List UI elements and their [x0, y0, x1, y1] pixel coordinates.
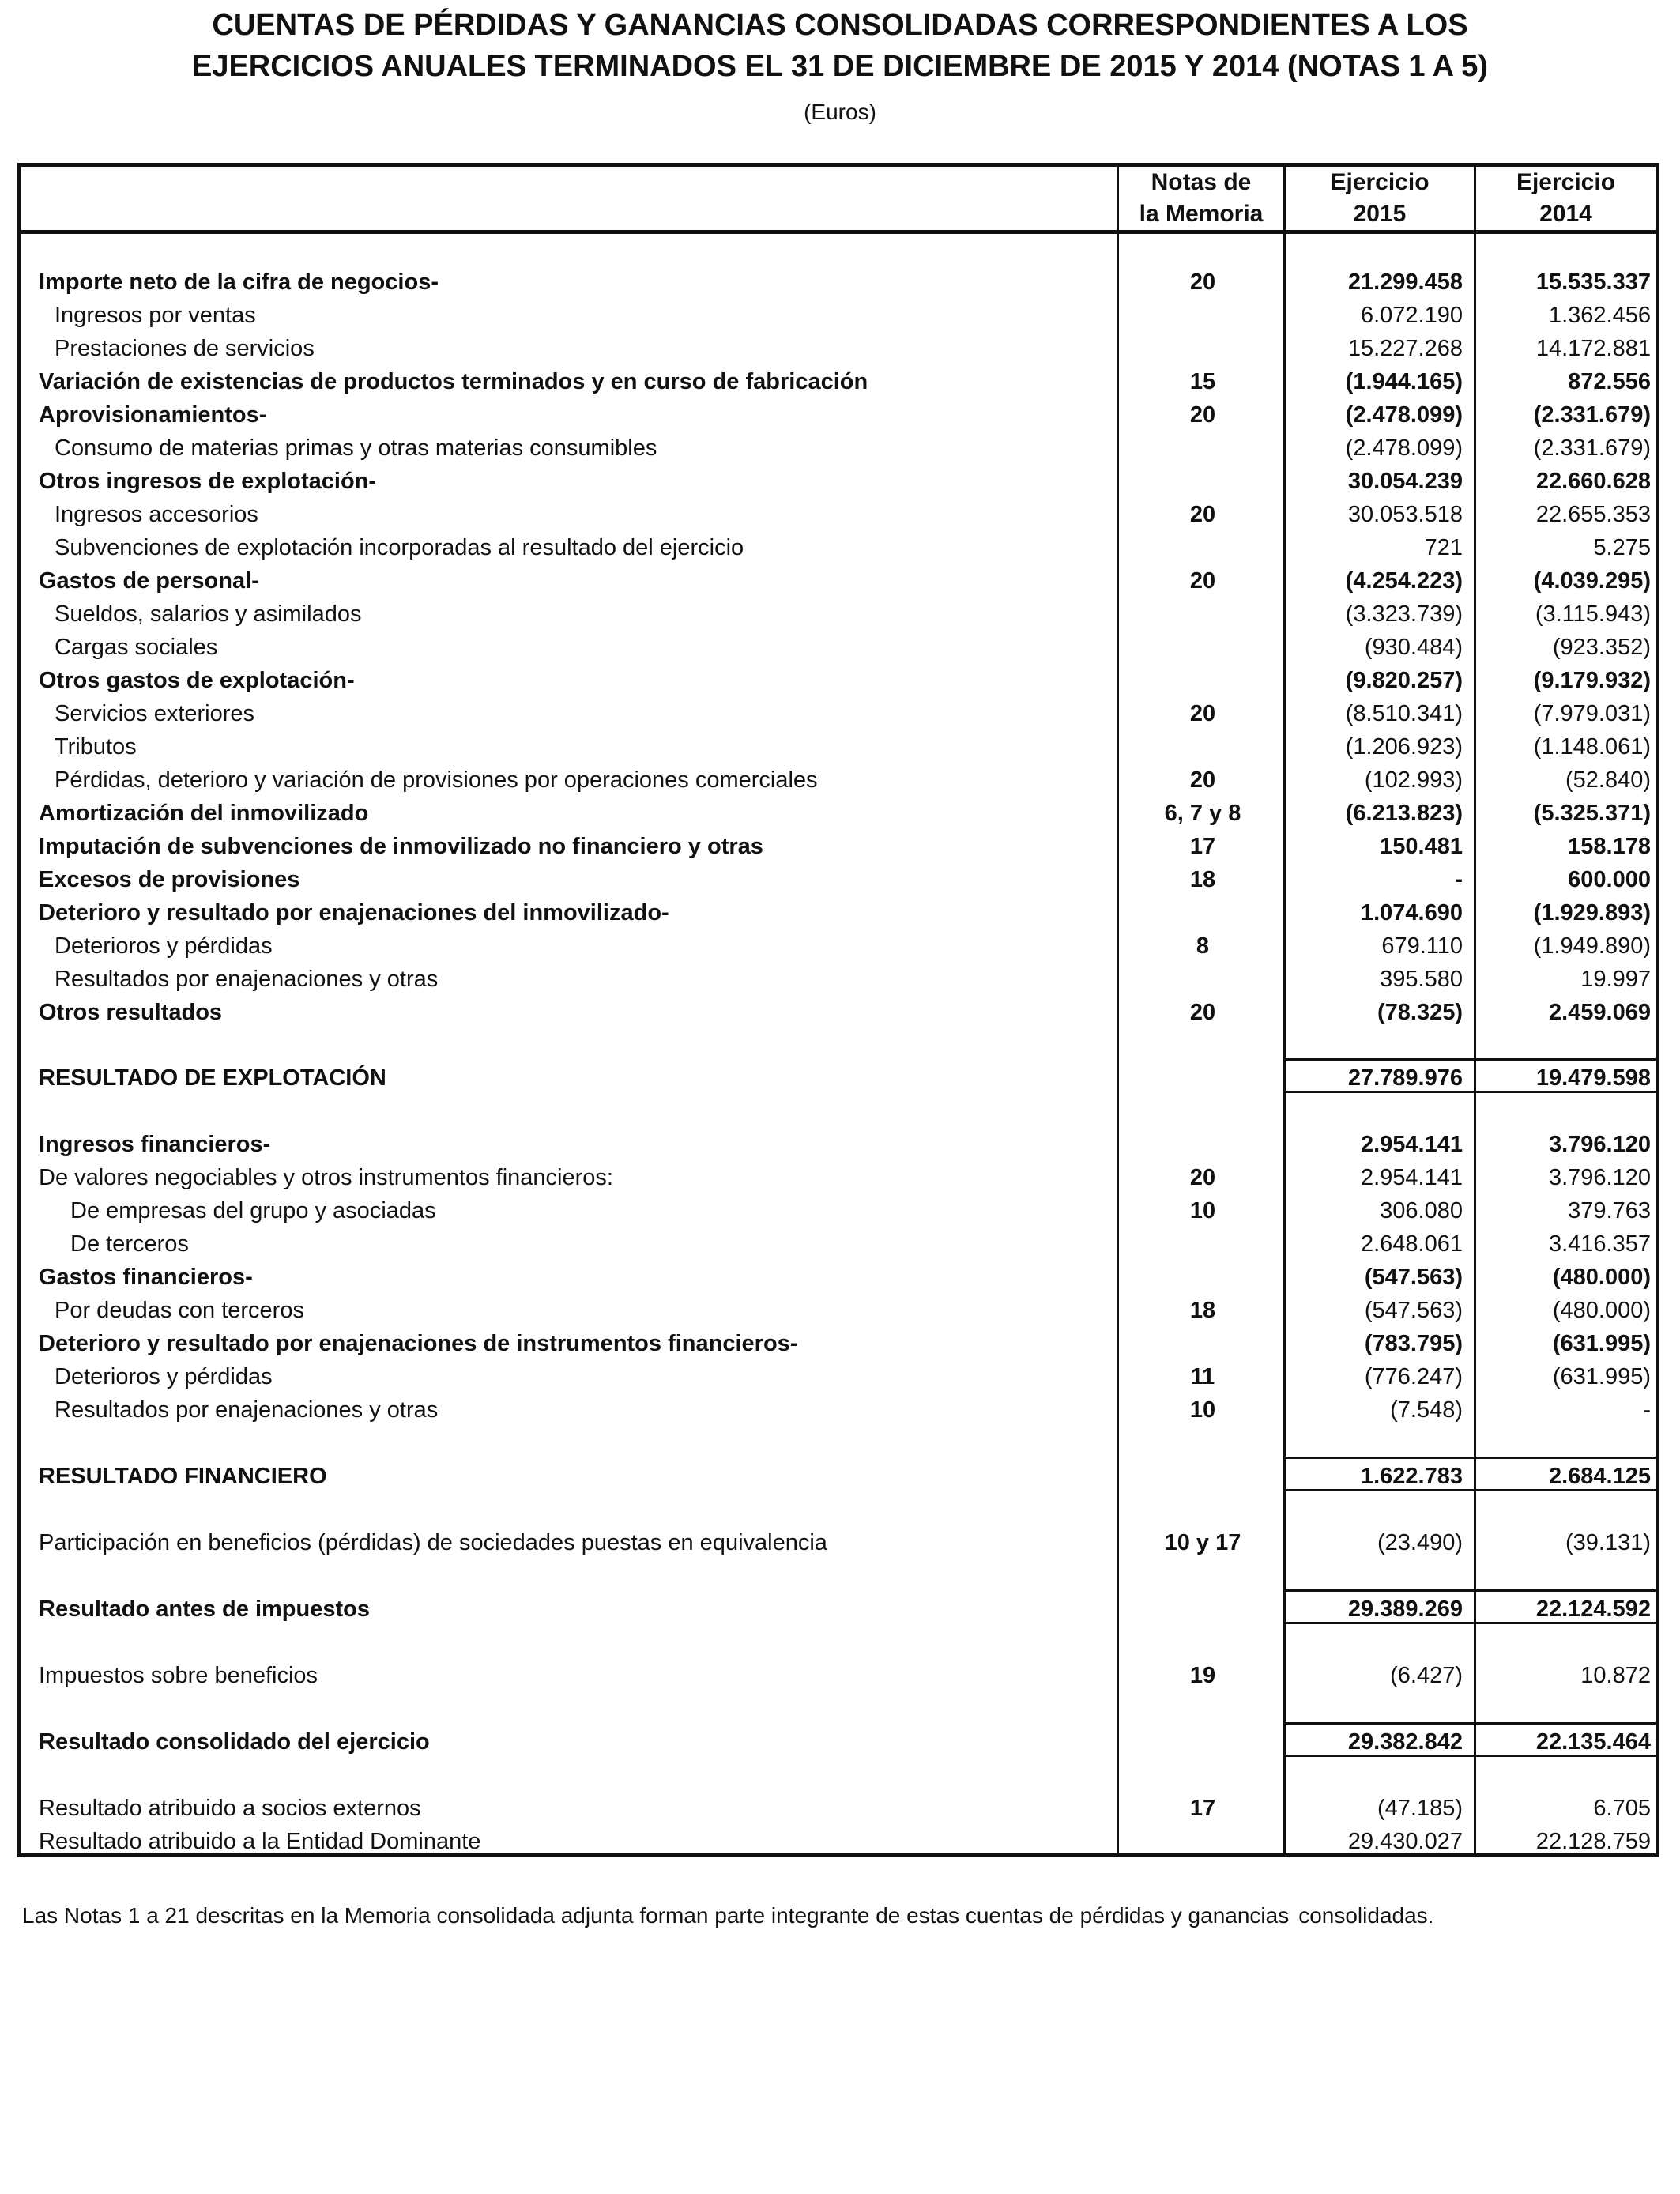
row-label: Consumo de materias primas y otras materias consumibles [55, 435, 657, 461]
row-label: Tributos [55, 734, 137, 760]
value-2014: 19.997 [1580, 967, 1651, 992]
table-row [21, 1161, 1656, 1194]
currency-label: (Euros) [804, 100, 876, 124]
table-row [21, 664, 1656, 697]
row-label: Deterioros y pérdidas [55, 933, 273, 959]
table-row [21, 531, 1656, 564]
value-2015: (6.213.823) [1345, 801, 1463, 826]
value-2015: (2.478.099) [1345, 402, 1463, 428]
value-2014: 872.556 [1568, 369, 1651, 394]
header-2015: Ejercicio 2015 [1330, 169, 1430, 227]
row-label: Ingresos accesorios [55, 502, 258, 527]
value-2015: 15.227.268 [1347, 336, 1463, 361]
table-row [21, 1294, 1656, 1327]
table-row [21, 299, 1656, 332]
value-2014: 600.000 [1568, 867, 1651, 892]
table-row [21, 1261, 1656, 1294]
value-2014: 379.763 [1568, 1198, 1651, 1223]
row-label: Cargas sociales [55, 635, 218, 660]
row-label: De terceros [70, 1231, 189, 1257]
value-2015: 27.789.976 [1347, 1065, 1463, 1091]
row-label: Resultado consolidado del ejercicio [39, 1729, 430, 1755]
row-note: 6, 7 y 8 [1164, 801, 1241, 826]
row-label: Resultados por enajenaciones y otras [55, 1397, 439, 1423]
table-row [21, 1460, 1656, 1493]
row-label: Por deudas con terceros [55, 1298, 304, 1323]
value-2014: 6.705 [1593, 1796, 1651, 1821]
value-2014: (480.000) [1552, 1265, 1651, 1290]
value-2014: (5.325.371) [1533, 801, 1651, 826]
table-row [21, 1061, 1656, 1095]
table-row [21, 763, 1656, 797]
value-2014: (9.179.932) [1533, 668, 1651, 693]
value-2014: (52.840) [1565, 767, 1651, 793]
row-label: Resultado atribuido a socios externos [39, 1796, 421, 1821]
value-2015: (102.993) [1364, 767, 1463, 793]
value-2015: (930.484) [1364, 635, 1463, 660]
value-2015: (8.510.341) [1345, 701, 1463, 726]
row-label: Ingresos por ventas [55, 303, 256, 328]
value-2014: (7.979.031) [1533, 701, 1651, 726]
value-2014: 3.416.357 [1548, 1231, 1651, 1257]
row-note: 20 [1189, 502, 1216, 527]
value-2014: 22.655.353 [1535, 502, 1651, 527]
table-row [21, 1360, 1656, 1393]
table-row [21, 1792, 1656, 1825]
table-row [21, 1725, 1656, 1759]
value-2014: 22.135.464 [1535, 1729, 1651, 1755]
value-2015: (9.820.257) [1345, 668, 1463, 693]
value-2014: 1.362.456 [1548, 303, 1651, 328]
value-2014: (2.331.679) [1533, 402, 1651, 428]
value-2015: (1.206.923) [1345, 734, 1463, 760]
row-note: 18 [1189, 867, 1216, 892]
row-label: Variación de existencias de productos terminados y en curso de fabricación [39, 369, 868, 394]
value-2014: (3.115.943) [1535, 601, 1651, 627]
value-2014: 5.275 [1593, 535, 1651, 560]
table-row [21, 266, 1656, 299]
value-2014: (1.949.890) [1533, 933, 1651, 959]
table-row [21, 1227, 1656, 1261]
value-2015: (47.185) [1377, 1796, 1463, 1821]
value-2015: 2.954.141 [1360, 1132, 1463, 1157]
row-label: De empresas del grupo y asociadas [70, 1198, 436, 1223]
value-2014: 22.660.628 [1535, 469, 1651, 494]
value-2014: 2.459.069 [1548, 1000, 1651, 1025]
value-2015: 29.389.269 [1347, 1596, 1463, 1622]
value-2014: (480.000) [1552, 1298, 1651, 1323]
value-2014: (631.995) [1552, 1331, 1651, 1356]
value-2014: 22.124.592 [1535, 1596, 1651, 1622]
row-label: Deterioro y resultado por enajenaciones del inmovilizado- [39, 900, 669, 925]
row-label: Otros resultados [39, 1000, 223, 1025]
table-row [21, 863, 1656, 896]
value-2015: (78.325) [1377, 1000, 1463, 1025]
row-note: 20 [1189, 270, 1216, 295]
row-label: Gastos de personal- [39, 568, 259, 594]
value-2014: (1.929.893) [1533, 900, 1651, 925]
row-note: 18 [1189, 1298, 1216, 1323]
row-label: Gastos financieros- [39, 1265, 253, 1290]
row-label: Deterioros y pérdidas [55, 1364, 273, 1389]
value-2015: 21.299.458 [1347, 270, 1463, 295]
row-label: Pérdidas, deterioro y variación de provisiones por operaciones comerciales [55, 767, 818, 793]
value-2014: 22.128.759 [1535, 1829, 1651, 1854]
table-row [21, 432, 1656, 465]
table-row [21, 631, 1656, 664]
value-2015: 1.622.783 [1360, 1464, 1463, 1489]
table-row [21, 1593, 1656, 1626]
value-2015: 6.072.190 [1360, 303, 1463, 328]
value-2015: (547.563) [1364, 1265, 1463, 1290]
value-2015: 1.074.690 [1360, 900, 1463, 925]
table-row [21, 996, 1656, 1029]
value-2014: (4.039.295) [1533, 568, 1651, 594]
table-row [21, 398, 1656, 432]
table-row [21, 1327, 1656, 1360]
table-row [21, 963, 1656, 996]
row-label: Prestaciones de servicios [55, 336, 315, 361]
value-2014: 14.172.881 [1535, 336, 1651, 361]
value-2015: (783.795) [1364, 1331, 1463, 1356]
row-note: 17 [1189, 834, 1216, 859]
value-2015: 679.110 [1381, 933, 1463, 959]
row-label: Subvenciones de explotación incorporadas al resultado del ejercicio [55, 535, 744, 560]
value-2015: 150.481 [1380, 834, 1463, 859]
value-2015: (23.490) [1377, 1530, 1463, 1555]
value-2014: - [1643, 1397, 1651, 1423]
document-title [0, 5, 1680, 87]
row-label: Importe neto de la cifra de negocios- [39, 270, 439, 295]
value-2015: (776.247) [1364, 1364, 1463, 1389]
row-note: 20 [1189, 568, 1216, 594]
value-2015: 30.054.239 [1347, 469, 1463, 494]
row-label: Amortización del inmovilizado [39, 801, 369, 826]
table-row [21, 730, 1656, 763]
row-note: 10 [1189, 1198, 1216, 1223]
table-row [21, 929, 1656, 963]
value-2014: 15.535.337 [1535, 270, 1651, 295]
table-row [21, 332, 1656, 365]
value-2015: 29.382.842 [1347, 1729, 1463, 1755]
row-label: Imputación de subvenciones de inmovilizado no financiero y otras [39, 834, 763, 859]
row-label: RESULTADO DE EXPLOTACIÓN [39, 1065, 386, 1091]
row-label: Participación en beneficios (pérdidas) de sociedades puestas en equivalencia [39, 1530, 827, 1555]
footer-note [22, 1900, 1433, 1932]
header-2014: Ejercicio 2014 [1516, 169, 1616, 227]
table-row [21, 564, 1656, 598]
header-separator [21, 230, 1656, 234]
title-line-2: EJERCICIOS ANUALES TERMINADOS EL 31 DE DICIEMBRE DE 2015 Y 2014 (NOTAS 1 A 5) [191, 50, 1489, 83]
value-2015: 30.053.518 [1347, 502, 1463, 527]
footer-text: Las Notas 1 a 21 descritas en la Memoria consolidada adjunta forman parte integrante de estas cuentas de pérdidas y ganancias [22, 1903, 1290, 1928]
value-2014: (39.131) [1565, 1530, 1651, 1555]
value-2015: - [1455, 867, 1463, 892]
row-label: Impuestos sobre beneficios [39, 1663, 318, 1688]
value-2014: 19.479.598 [1535, 1065, 1651, 1091]
table-row [21, 1825, 1656, 1858]
row-note: 20 [1189, 701, 1216, 726]
title-line-1: CUENTAS DE PÉRDIDAS Y GANANCIAS CONSOLIDADAS CORRESPONDIENTES A LOS [212, 9, 1468, 42]
table-row [21, 498, 1656, 531]
row-note: 11 [1190, 1364, 1215, 1389]
row-note: 8 [1196, 933, 1210, 959]
value-2015: (6.427) [1390, 1663, 1463, 1688]
row-label: De valores negociables y otros instrumentos financieros: [39, 1165, 613, 1190]
row-note: 15 [1189, 369, 1216, 394]
row-label: Ingresos financieros- [39, 1132, 271, 1157]
row-label: Excesos de provisiones [39, 867, 300, 892]
value-2015: 2.954.141 [1360, 1165, 1463, 1190]
value-2014: 3.796.120 [1548, 1165, 1651, 1190]
value-2015: (2.478.099) [1345, 435, 1463, 461]
value-2015: 721 [1424, 535, 1463, 560]
value-2015: (547.563) [1364, 1298, 1463, 1323]
value-2015: 2.648.061 [1360, 1231, 1463, 1257]
row-label: Resultado antes de impuestos [39, 1596, 370, 1622]
row-label: Otros gastos de explotación- [39, 668, 355, 693]
value-2014: 2.684.125 [1548, 1464, 1651, 1489]
table-row [21, 1194, 1656, 1227]
table-row [21, 697, 1656, 730]
row-note: 10 [1189, 1397, 1216, 1423]
row-label: Sueldos, salarios y asimilados [55, 601, 362, 627]
value-2014: (1.148.061) [1533, 734, 1651, 760]
row-note: 20 [1189, 402, 1216, 428]
row-label: RESULTADO FINANCIERO [39, 1464, 327, 1489]
table-row [21, 1526, 1656, 1559]
value-2015: (1.944.165) [1345, 369, 1463, 394]
row-label: Servicios exteriores [55, 701, 255, 726]
value-2014: 3.796.120 [1548, 1132, 1651, 1157]
value-2015: (4.254.223) [1345, 568, 1463, 594]
row-note: 20 [1189, 767, 1216, 793]
value-2014: (923.352) [1552, 635, 1651, 660]
table-row [21, 598, 1656, 631]
row-label: Aprovisionamientos- [39, 402, 267, 428]
row-label: Resultados por enajenaciones y otras [55, 967, 439, 992]
table-row [21, 1393, 1656, 1427]
value-2015: (7.548) [1390, 1397, 1463, 1423]
value-2015: (3.323.739) [1345, 601, 1463, 627]
table-row [21, 1128, 1656, 1161]
value-2015: 306.080 [1380, 1198, 1463, 1223]
table-row [21, 365, 1656, 398]
row-note: 20 [1189, 1000, 1216, 1025]
value-2015: 29.430.027 [1347, 1829, 1463, 1854]
table-row [21, 1659, 1656, 1692]
table-row [21, 830, 1656, 863]
footer-tail: consolidadas. [1298, 1903, 1434, 1928]
row-note: 19 [1189, 1663, 1216, 1688]
row-label: Otros ingresos de explotación- [39, 469, 377, 494]
row-note: 20 [1189, 1165, 1216, 1190]
header-notes: Notas de la Memoria [1139, 169, 1264, 227]
row-note: 10 y 17 [1164, 1530, 1241, 1555]
table-row [21, 797, 1656, 830]
value-2014: 158.178 [1568, 834, 1651, 859]
row-label: Deterioro y resultado por enajenaciones de instrumentos financieros- [39, 1331, 798, 1356]
value-2014: (631.995) [1552, 1364, 1651, 1389]
income-statement-table [17, 163, 1659, 1857]
value-2014: 10.872 [1580, 1663, 1651, 1688]
value-2014: (2.331.679) [1533, 435, 1651, 461]
table-row [21, 465, 1656, 498]
row-label: Resultado atribuido a la Entidad Dominante [39, 1829, 481, 1854]
value-2015: 395.580 [1380, 967, 1463, 992]
table-row [21, 896, 1656, 929]
row-note: 17 [1189, 1796, 1216, 1821]
